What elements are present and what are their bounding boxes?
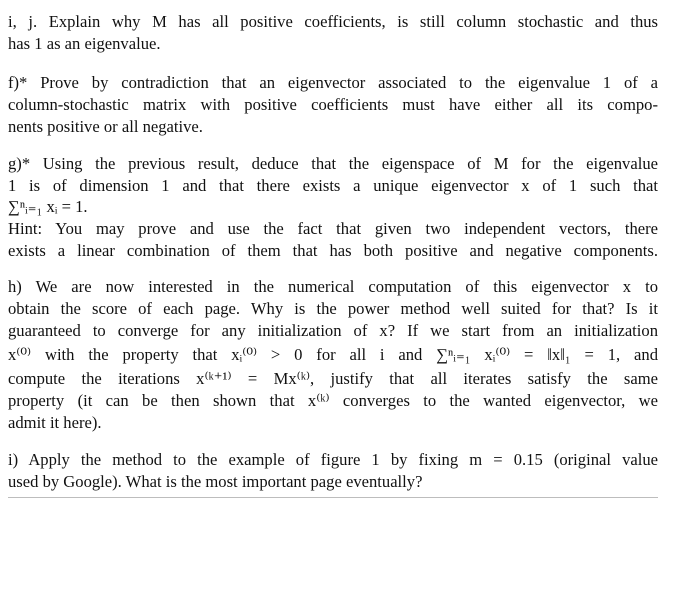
hint-line: Hint: You may prove and use the fact that given two independent vectors, there	[8, 219, 658, 238]
bottom-divider	[8, 497, 658, 498]
text-line: f)* Prove by contradiction that an eigenvector associated to the eigenvalue 1 of a	[8, 73, 658, 92]
text-line: h) We are now interested in the numerical computation of this eigenvector x to	[8, 277, 658, 296]
text-line: x⁽⁰⁾ with the property that xᵢ⁽⁰⁾ > 0 for all i and ∑ⁿᵢ₌₁ xᵢ⁽⁰⁾ = ‖x‖₁ = 1, and	[8, 345, 658, 364]
text-line: i, j. Explain why M has all positive coefficients, is still column stochastic and thus	[8, 12, 658, 31]
text-line: property (it can be then shown that x⁽ᵏ⁾ converges to the wanted eigenvector, we	[8, 391, 658, 410]
text-line: has 1 as an eigenvalue.	[8, 34, 161, 53]
text-line: column-stochastic matrix with positive coefficients must have either all its compo-	[8, 95, 658, 114]
text-line: i) Apply the method to the example of figure 1 by fixing m = 0.15 (original value	[8, 450, 658, 469]
text-line: compute the iterations x⁽ᵏ⁺¹⁾ = Mx⁽ᵏ⁾, justify that all iterates satisfy the same	[8, 369, 658, 388]
text-line: admit it here).	[8, 413, 102, 432]
text-line: exists a linear combination of them that has both positive and negative components.	[8, 241, 658, 260]
text-line: used by Google). What is the most important page eventually?	[8, 472, 423, 491]
text-line: obtain the score of each page. Why is the power method well suited for that? Is it	[8, 299, 658, 318]
text-line: ∑ⁿᵢ₌₁ xᵢ = 1.	[8, 197, 88, 216]
text-line: guaranteed to converge for any initialization of x? If we start from an initialization	[8, 321, 658, 340]
text-line: g)* Using the previous result, deduce that the eigenspace of M for the eigenvalue	[8, 154, 658, 173]
text-line: 1 is of dimension 1 and that there exists a unique eigenvector x of 1 such that	[8, 176, 658, 195]
text-line: nents positive or all negative.	[8, 117, 203, 136]
